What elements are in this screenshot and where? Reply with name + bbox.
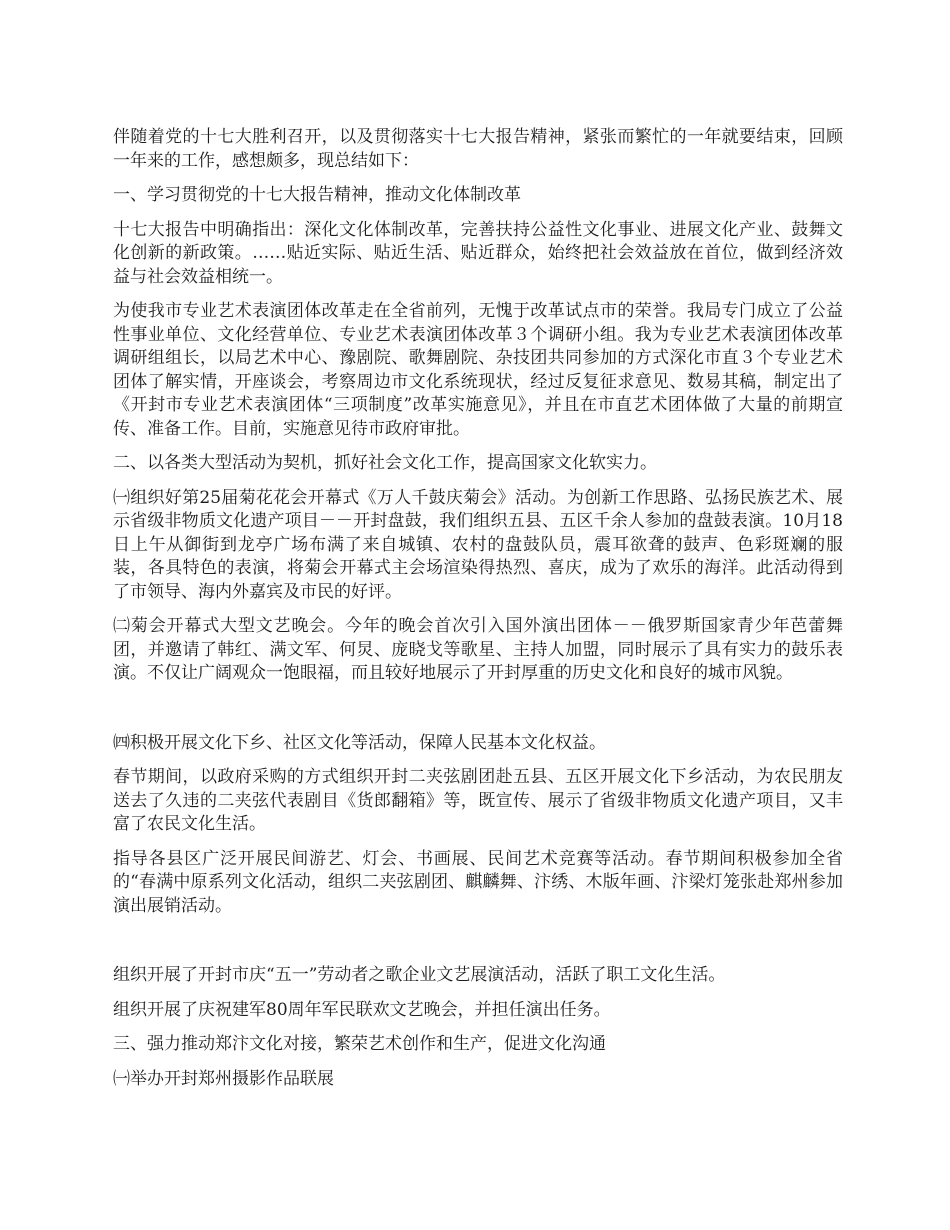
section-heading-2: 二、以各类大型活动为契机，抓好社会文化工作，提高国家文化软实力。 (113, 453, 657, 473)
body-paragraph: 为使我市专业艺术表演团体改革走在全省前列，无愧于改革试点市的荣誉。我局专门成立了公益性事业单位、文化经营单位、专业艺术表演团体改革３个调研小组。我为专业艺术表演团体改革调研组组长，以局艺术中心、豫剧院、歌舞剧院、杂技团共同参加的方式深化市直３个专业艺术团体了解实情，开座谈会，考察周边市文化系统现状，经过反复征求意见、数易其稿，制定出了《开封市专业艺术表演团体“三项制度”改革实施意见》，并且在市直艺术团体做了大量的前期宣传、准备工作。目前，实施意见待市政府审批。 (113, 301, 843, 439)
body-paragraph: 组织开展了开封市庆“五一”劳动者之歌企业文艺展演活动，活跃了职工文化生活。 (113, 965, 726, 985)
body-paragraph: ㈡菊会开幕式大型文艺晚会。今年的晚会首次引入国外演出团体－－俄罗斯国家青少年芭蕾舞团，并邀请了韩红、满文军、何炅、庞晓戈等歌星、主持人加盟，同时展示了具有实力的鼓乐表演。不仅让广阔观众一饱眼福，而且较好地展示了开封厚重的历史文化和良好的城市风貌。 (113, 616, 843, 683)
body-paragraph: 春节期间，以政府采购的方式组织开封二夹弦剧团赴五县、五区开展文化下乡活动，为农民朋友送去了久违的二夹弦代表剧目《货郎翻箱》等，既宣传、展示了省级非物质文化遗产项目，又丰富了农民文化生活。 (113, 767, 843, 834)
document-page (113, 126, 843, 1102)
body-paragraph: 组织开展了庆祝建军80周年军民联欢文艺晚会，并担任演出任务。 (113, 999, 611, 1020)
body-paragraph: 指导各县区广泛开展民间游艺、灯会、书画展、民间艺术竞赛等活动。春节期间积极参加全省的“春满中原系列文化活动，组织二夹弦剧团、麒麟舞、汴绣、木版年画、汴梁灯笼张赴郑州参加演出展销活动。 (113, 848, 843, 916)
section-heading-3: 三、强力推动郑汴文化对接，繁荣艺术创作和生产，促进文化沟通 (113, 1034, 606, 1054)
subsection-heading: ㈠举办开封郑州摄影作品联展 (113, 1068, 334, 1089)
section-heading-1: 一、学习贯彻党的十七大报告精神，推动文化体制改革 (113, 185, 521, 205)
body-paragraph: 十七大报告中明确指出：深化文化体制改革，完善扶持公益性文化事业、进展文化产业、鼓舞文化创新的新政策。……贴近实际、贴近生活、贴近群众，始终把社会效益放在首位，做到经济效益与社会效益相统一。 (113, 219, 843, 287)
blank-space (113, 697, 843, 732)
subsection-heading: ㈣积极开展文化下乡、社区文化等活动，保障人民基本文化权益。 (113, 732, 606, 753)
blank-space (113, 929, 843, 964)
body-paragraph: ㈠组织好第25届菊花花会开幕式《万人千鼓庆菊会》活动。为创新工作思路、弘扬民族艺术、展示省级非物质文化遗产项目－－开封盘鼓，我们组织五县、五区千余人参加的盘鼓表演。10月18日上午从御街到龙亭广场布满了来自城镇、农村的盘鼓队员，震耳欲聋的鼓声、色彩斑斓的服装，各具特色的表演，将菊会开幕式主会场渲染得热烈、喜庆，成为了欢乐的海洋。此活动得到了市领导、海内外嘉宾及市民的好评。 (113, 487, 843, 602)
intro-paragraph: 伴随着党的十七大胜利召开，以及贯彻落实十七大报告精神，紧张而繁忙的一年就要结束，回顾一年来的工作，感想颇多，现总结如下： (113, 127, 843, 171)
